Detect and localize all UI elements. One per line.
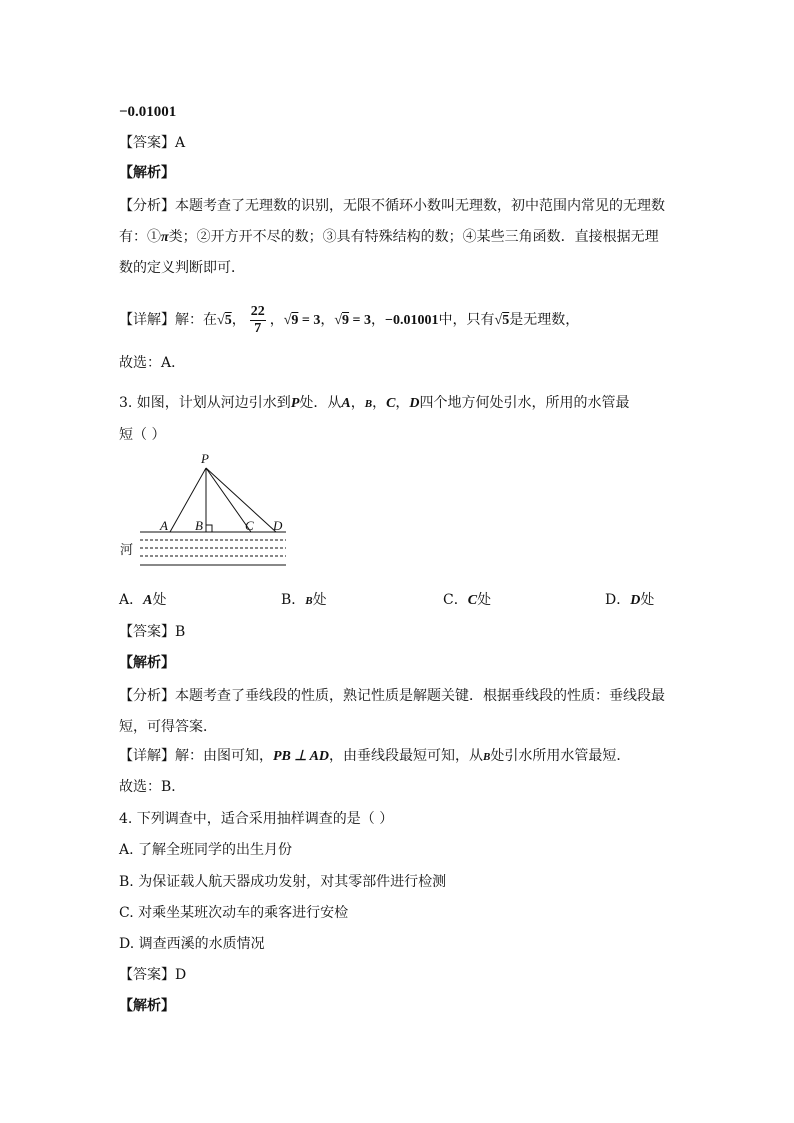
q4-answer: 【答案】D <box>119 967 187 983</box>
q4-option-b: B. 为保证载人航天器成功发射，对其零部件进行检测 <box>119 874 447 890</box>
sqrt-5-again: √5 <box>494 313 510 328</box>
q3-detail-line: 【详解】解：由图可知，PB ⊥ AD，由垂线段最短可知，从B处引水所用水管最短． <box>119 748 631 764</box>
label-d: D <box>273 518 283 533</box>
q3-option-d: D．D处 <box>605 592 655 608</box>
q3-stem-line2: 短（ ） <box>119 427 166 443</box>
q2-analysis-line1: 【分析】本题考查了无理数的识别，无限不循环小数叫无理数，初中范围内常见的无理数 <box>119 198 665 214</box>
q3-option-a: A．A处 <box>119 592 167 608</box>
q2-answer: 【答案】A <box>119 135 186 151</box>
q2-detail-line: 【详解】解：在√5， $\frac{22}{7}$ ，√9 = 3，√9 = 3，−0.01001中，只有√5是无理数， <box>119 303 580 336</box>
q3-choose: 故选：B． <box>119 779 186 795</box>
q2-analysis-line2: 有：①π类；②开方开不尽的数；③具有特殊结构的数；④某些三角函数．直接根据无理 <box>119 229 659 245</box>
sqrt-9-eq-3-second: √9 = 3 <box>334 313 372 328</box>
label-b: B <box>195 518 203 533</box>
fraction-22-7: $\frac{22}{7}$ <box>250 303 265 336</box>
q4-analysis-title: 【解析】 <box>119 998 175 1014</box>
q4-option-a: A. 了解全班同学的出生月份 <box>119 842 293 858</box>
label-p: P <box>201 451 209 466</box>
q3-option-c: C．C处 <box>443 592 492 608</box>
perpendicular-expression: PB ⊥ AD <box>273 749 330 764</box>
q4-stem: 4. 下列调查中，适合采用抽样调查的是（ ） <box>119 811 394 827</box>
sqrt-5: √5 <box>217 313 232 328</box>
q3-answer: 【答案】B <box>119 624 186 640</box>
q2-choose: 故选：A． <box>119 355 186 371</box>
q3-option-b: B．B处 <box>281 592 327 608</box>
q4-option-c: C. 对乘坐某班次动车的乘客进行安检 <box>119 905 349 921</box>
pi-symbol: π <box>161 230 169 245</box>
q3-analysis-line1: 【分析】本题考查了垂线段的性质，熟记性质是解题关键．根据垂线段的性质：垂线段最 <box>119 688 665 704</box>
sqrt-9-eq-3-first: √9 = 3 <box>283 313 321 328</box>
q2-analysis-line3: 数的定义判断即可． <box>119 260 245 276</box>
q3-stem-line1: 3. 如图，计划从河边引水到P处．从A，B，C，D四个地方何处引水，所用的水管最 <box>119 395 630 411</box>
q2-analysis-title: 【解析】 <box>119 165 175 181</box>
q3-analysis-line2: 短，可得答案． <box>119 719 217 735</box>
label-a: A <box>160 518 168 533</box>
line-pd <box>206 468 276 532</box>
q4-option-d: D. 调查西溪的水质情况 <box>119 936 265 952</box>
q3-analysis-title: 【解析】 <box>119 655 175 671</box>
label-c: C <box>245 518 254 533</box>
label-river: 河 <box>120 543 134 558</box>
right-angle-mark <box>206 525 212 532</box>
q2-tail-value: −0.01001 <box>119 104 177 120</box>
river-figure <box>118 450 293 575</box>
